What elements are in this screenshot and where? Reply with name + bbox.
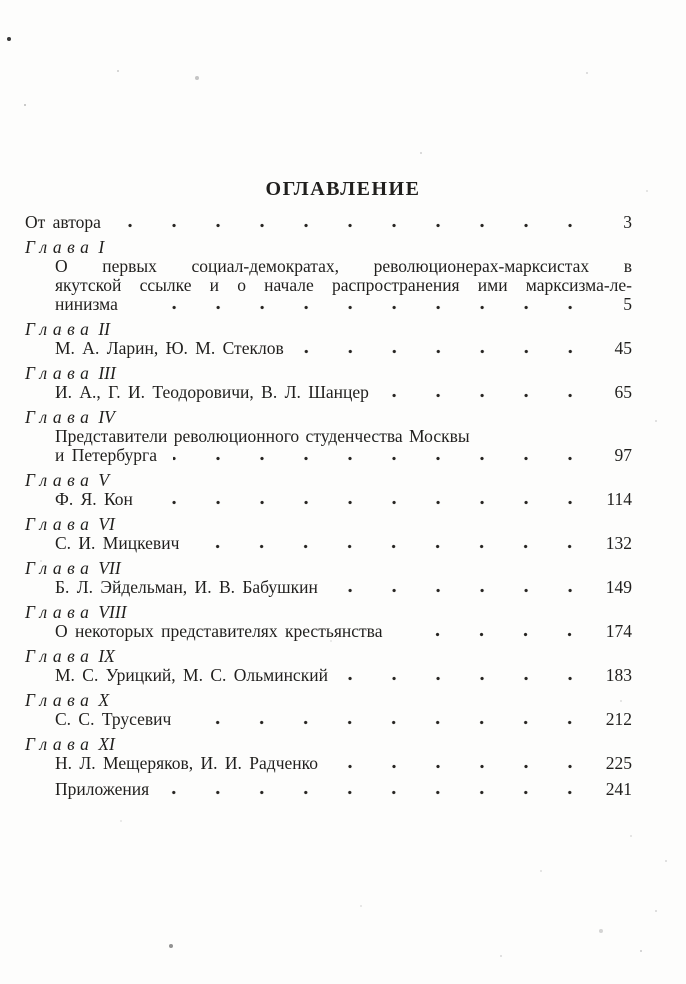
- chapter-word: Глава: [25, 363, 95, 383]
- page-number: 97: [614, 445, 632, 465]
- chapter-heading: [25, 559, 632, 578]
- chapter-numeral: VII: [98, 558, 121, 578]
- chapter-body: [55, 339, 632, 358]
- toc-chapter: [25, 238, 632, 314]
- page-number: 45: [614, 338, 632, 358]
- toc-entries: [25, 213, 632, 799]
- chapter-heading: [25, 238, 632, 257]
- chapter-word: Глава: [25, 690, 95, 710]
- chapter-numeral: X: [98, 690, 110, 710]
- chapter-line: Представители революционного студенчества Москвы: [55, 426, 470, 446]
- chapter-word: Глава: [25, 646, 95, 666]
- toc-row: [55, 446, 632, 465]
- dot-leader: [300, 349, 592, 354]
- page-number: 65: [614, 382, 632, 402]
- dot-leader: [117, 223, 592, 228]
- page-title: ОГЛАВЛЕНИЕ: [265, 178, 421, 200]
- chapter-body: [55, 427, 632, 465]
- chapter-body: [55, 710, 632, 729]
- chapter-body: [55, 754, 632, 773]
- chapter-word: Глава: [25, 602, 95, 622]
- entry-label: Ф. Я. Кон: [55, 489, 133, 509]
- dot-leader: [173, 456, 592, 461]
- chapter-numeral: I: [98, 237, 105, 257]
- chapter-heading: [25, 471, 632, 490]
- chapter-word: Глава: [25, 237, 95, 257]
- toc-row: [55, 754, 632, 773]
- entry-label: М. С. Урицкий, М. С. Ольминский: [55, 665, 328, 685]
- page-number: 183: [605, 665, 632, 685]
- toc-chapter: [25, 320, 632, 358]
- chapter-numeral: III: [98, 363, 116, 383]
- chapter-word: Глава: [25, 558, 95, 578]
- chapter-numeral: VIII: [98, 602, 127, 622]
- chapter-numeral: II: [98, 319, 111, 339]
- entry-label: Н. Л. Мещеряков, И. И. Радченко: [55, 753, 318, 773]
- toc-row: [55, 383, 632, 402]
- entry-label: И. А., Г. И. Теодоровичи, В. Л. Шанцер: [55, 382, 369, 402]
- chapter-body: [55, 383, 632, 402]
- chapter-word: Глава: [25, 470, 95, 490]
- chapter-body: [55, 578, 632, 597]
- chapter-numeral: XI: [98, 734, 115, 754]
- page-number: 241: [605, 779, 632, 799]
- entry-label: М. А. Ларин, Ю. М. Стеклов: [55, 338, 284, 358]
- entry-label: От автора: [25, 212, 101, 232]
- page-number: 149: [605, 577, 632, 597]
- dot-leader: [385, 393, 592, 398]
- chapter-line: якутской ссылке и о начале распространения ими марксизма-ле-: [55, 275, 632, 295]
- toc-chapter: [25, 515, 632, 553]
- entry-label: нинизма: [55, 294, 118, 314]
- chapter-heading: [25, 320, 632, 339]
- page-number: 3: [623, 212, 632, 232]
- chapter-heading: [25, 691, 632, 710]
- entry-label: О некоторых представителях крестьянства: [55, 621, 383, 641]
- toc-chapter: [25, 603, 632, 641]
- toc-row: [25, 213, 632, 232]
- toc-row: [55, 666, 632, 685]
- page-number: 114: [606, 489, 632, 509]
- chapter-word: Глава: [25, 514, 95, 534]
- entry-label: Приложения: [55, 779, 150, 799]
- dot-leader: [344, 676, 592, 681]
- toc-chapter: [25, 691, 632, 729]
- dot-leader: [195, 544, 592, 549]
- chapter-body: [55, 257, 632, 314]
- toc-chapter: [25, 364, 632, 402]
- chapter-heading: [25, 515, 632, 534]
- chapter-numeral: IV: [98, 407, 115, 427]
- entry-label: Б. Л. Эйдельман, И. В. Бабушкин: [55, 577, 318, 597]
- toc-chapter: [25, 408, 632, 465]
- entry-label: С. И. Мицкевич: [55, 533, 180, 553]
- toc-row: [55, 490, 632, 509]
- chapter-heading: [25, 735, 632, 754]
- chapter-word: Глава: [25, 734, 95, 754]
- toc-row: [55, 339, 632, 358]
- toc-row: [55, 295, 632, 314]
- page-number: 174: [605, 621, 632, 641]
- chapter-heading: [25, 364, 632, 383]
- toc-row: [55, 780, 632, 799]
- toc-chapter: [25, 471, 632, 509]
- toc-row: [55, 710, 632, 729]
- page-number: 225: [605, 753, 632, 773]
- toc-row: [55, 578, 632, 597]
- dot-leader: [187, 720, 592, 725]
- toc-row: [55, 622, 632, 641]
- chapter-word: Глава: [25, 319, 95, 339]
- entry-label: С. С. Трусевич: [55, 709, 172, 729]
- chapter-body: [55, 622, 632, 641]
- chapter-body: [55, 534, 632, 553]
- toc-chapter: [25, 559, 632, 597]
- chapter-word: Глава: [25, 407, 95, 427]
- page-number: 132: [605, 533, 632, 553]
- page-number: 212: [605, 709, 632, 729]
- scan-noise-specks: [0, 0, 2, 2]
- dot-leader: [398, 632, 592, 637]
- chapter-numeral: IX: [98, 646, 115, 666]
- chapter-numeral: V: [98, 470, 110, 490]
- dot-leader: [149, 500, 592, 505]
- chapter-body: [55, 490, 632, 509]
- toc-chapter: [25, 647, 632, 685]
- chapter-heading: [25, 408, 632, 427]
- chapter-numeral: VI: [98, 514, 115, 534]
- chapter-line: О первых социал-демократах, революционерах-марксистах в: [55, 256, 632, 276]
- chapter-body: [55, 666, 632, 685]
- chapter-heading: [25, 603, 632, 622]
- chapter-heading: [25, 647, 632, 666]
- page-number: 5: [623, 294, 632, 314]
- dot-leader: [334, 764, 592, 769]
- toc-row: [55, 534, 632, 553]
- dot-leader: [165, 790, 592, 795]
- entry-label: и Петербурга: [55, 445, 157, 465]
- dot-leader: [134, 305, 592, 310]
- toc-chapter: [25, 735, 632, 773]
- dot-leader: [334, 588, 592, 593]
